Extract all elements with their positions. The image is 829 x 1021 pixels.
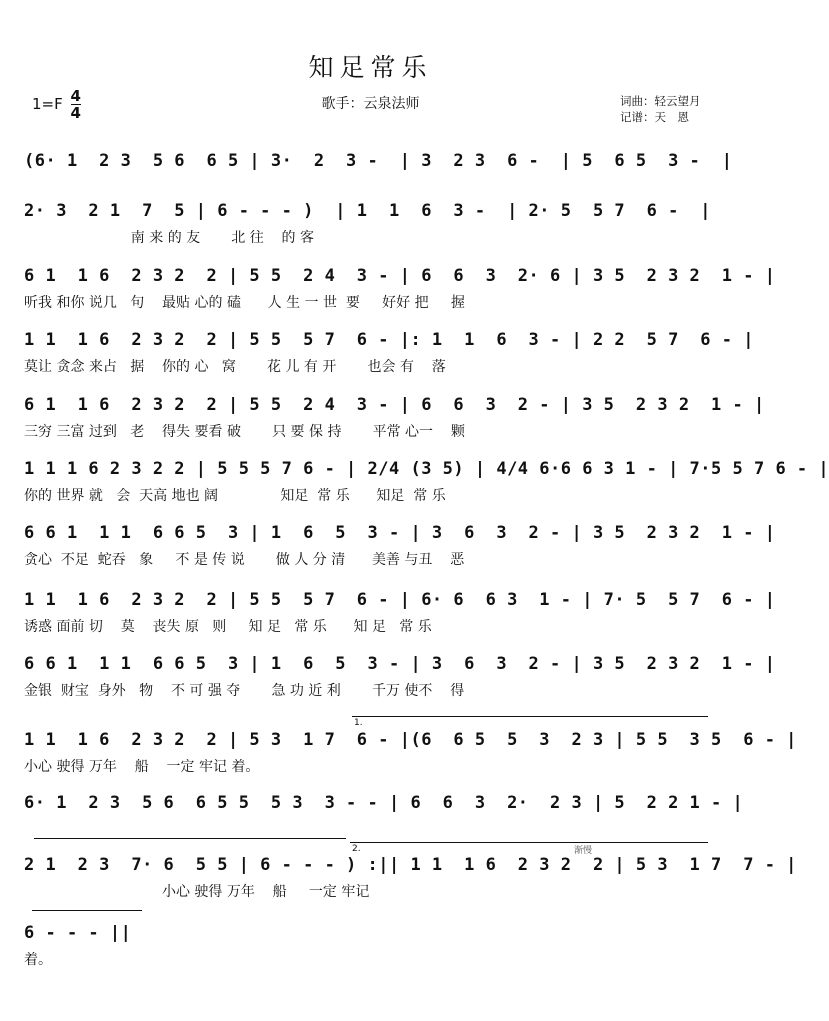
notation-line: 6 1 1 6 2 3 2 2 | 5 5 2 4 3 - | 6 6 3 2 - | 3 5 2 3 2 1 - | [24, 395, 765, 415]
notation-line: 6 - - - || [24, 923, 132, 943]
volta-1-label: 1. [354, 718, 363, 728]
staff-row-3 [24, 263, 776, 323]
volta-2-label: 2. [352, 844, 361, 854]
lyric-line: 着。 [24, 952, 52, 968]
staff-row-9 [24, 651, 776, 711]
staff-row-6 [24, 456, 829, 516]
notation-line: 6· 1 2 3 5 6 6 5 5 5 3 3 - - | 6 6 3 2· 2 3 | 5 2 2 1 - | [24, 793, 744, 813]
lyric-line: 贪心 不足 蛇吞 象 不 是 传 说 做 人 分 清 美善 与丑 恶 [24, 552, 465, 568]
lyric-line: 南 来 的 友 北 往 的 客 [24, 230, 315, 246]
staff-row-12 [24, 852, 797, 912]
lyric-line: 你的 世界 就 会 天高 地也 阔 知足 常 乐 知足 常 乐 [24, 488, 446, 504]
lyric-line [24, 820, 724, 840]
time-bottom: 4 [70, 104, 81, 122]
lyric-line: 听我 和你 说几 句 最贴 心的 磕 人 生 一 世 要 好好 把 握 [24, 295, 465, 311]
staff-row-10 [24, 727, 797, 787]
notation-line: 6 6 1 1 1 6 6 5 3 | 1 6 5 3 - | 3 6 3 2 - | 3 5 2 3 2 1 - | [24, 654, 776, 674]
notation-line: 6 1 1 6 2 3 2 2 | 5 5 2 4 3 - | 6 6 3 2· 6 | 3 5 2 3 2 1 - | [24, 266, 776, 286]
staff-row-7 [24, 520, 776, 580]
key-label: 1=F [32, 95, 63, 113]
staff-row-2 [24, 198, 724, 258]
notation-line: 2· 3 2 1 7 5 | 6 - - - ) | 1 1 6 3 - | 2· 5 5 7 6 - | [24, 201, 712, 221]
lyricist-composer: 词曲：轻云望月 [620, 94, 701, 108]
lyric-line: 三穷 三富 过到 老 得失 要看 破 只 要 保 持 平常 心一 颗 [24, 424, 465, 440]
staff-row-4 [24, 327, 754, 387]
notation-line: 6 6 1 1 1 6 6 5 3 | 1 6 5 3 - | 3 6 3 2 - | 3 5 2 3 2 1 - | [24, 523, 776, 543]
credits [620, 93, 701, 125]
lyric-line [24, 178, 724, 198]
tempo-marking: 渐慢 [574, 846, 593, 856]
lyric-line: 小心 驶得 万年 船 一定 牢记 着。 [24, 759, 260, 775]
notation-line: 1 1 1 6 2 3 2 2 | 5 5 5 7 6 - | 2/4 (3 5) | 4/4 6·6 6 3 1 - | 7·5 5 7 6 - | [24, 459, 829, 479]
volta-1-bracket [352, 716, 708, 717]
time-top: 4 [70, 87, 81, 105]
final-volta-line [32, 910, 142, 911]
staff-row-13 [24, 920, 724, 980]
volta-2-bracket [350, 842, 708, 843]
notation-line: 1 1 1 6 2 3 2 2 | 5 5 5 7 6 - |: 1 1 6 3 - | 2 2 5 7 6 - | [24, 330, 754, 350]
lyric-line: 莫让 贪念 来占 据 你的 心 窝 花 儿 有 开 也会 有 落 [24, 359, 446, 375]
lyric-line: 诱惑 面前 切 莫 丧失 原 则 知 足 常 乐 知 足 常 乐 [24, 619, 432, 635]
lyric-line: 小心 驶得 万年 船 一定 牢记 [24, 884, 370, 900]
song-title: 知足常乐 [308, 53, 433, 82]
lyric-line: 金银 财宝 身外 物 不 可 强 夺 急 功 近 利 千万 使不 得 [24, 683, 465, 699]
transcriber: 记谱：天 恩 [620, 110, 689, 124]
notation-line: (6· 1 2 3 5 6 6 5 | 3· 2 3 - | 3 2 3 6 - | 5 6 5 3 - | [24, 151, 733, 171]
staff-row-8 [24, 587, 776, 647]
singer-credit: 歌手：云泉法师 [321, 96, 420, 112]
notation-line: 2 1 2 3 7· 6 5 5 | 6 - - - ) :|| 1 1 1 6 2 3 2 2 | 5 3 1 7 7 - | [24, 855, 797, 875]
staff-row-5 [24, 392, 765, 452]
notation-line: 1 1 1 6 2 3 2 2 | 5 5 5 7 6 - | 6· 6 6 3 1 - | 7· 5 5 7 6 - | [24, 590, 776, 610]
notation-line: 1 1 1 6 2 3 2 2 | 5 3 1 7 6 - |(6 6 5 5 3 2 3 | 5 5 3 5 6 - | [24, 730, 797, 750]
volta-1-continuation [34, 838, 346, 839]
staff-row-11 [24, 790, 744, 850]
